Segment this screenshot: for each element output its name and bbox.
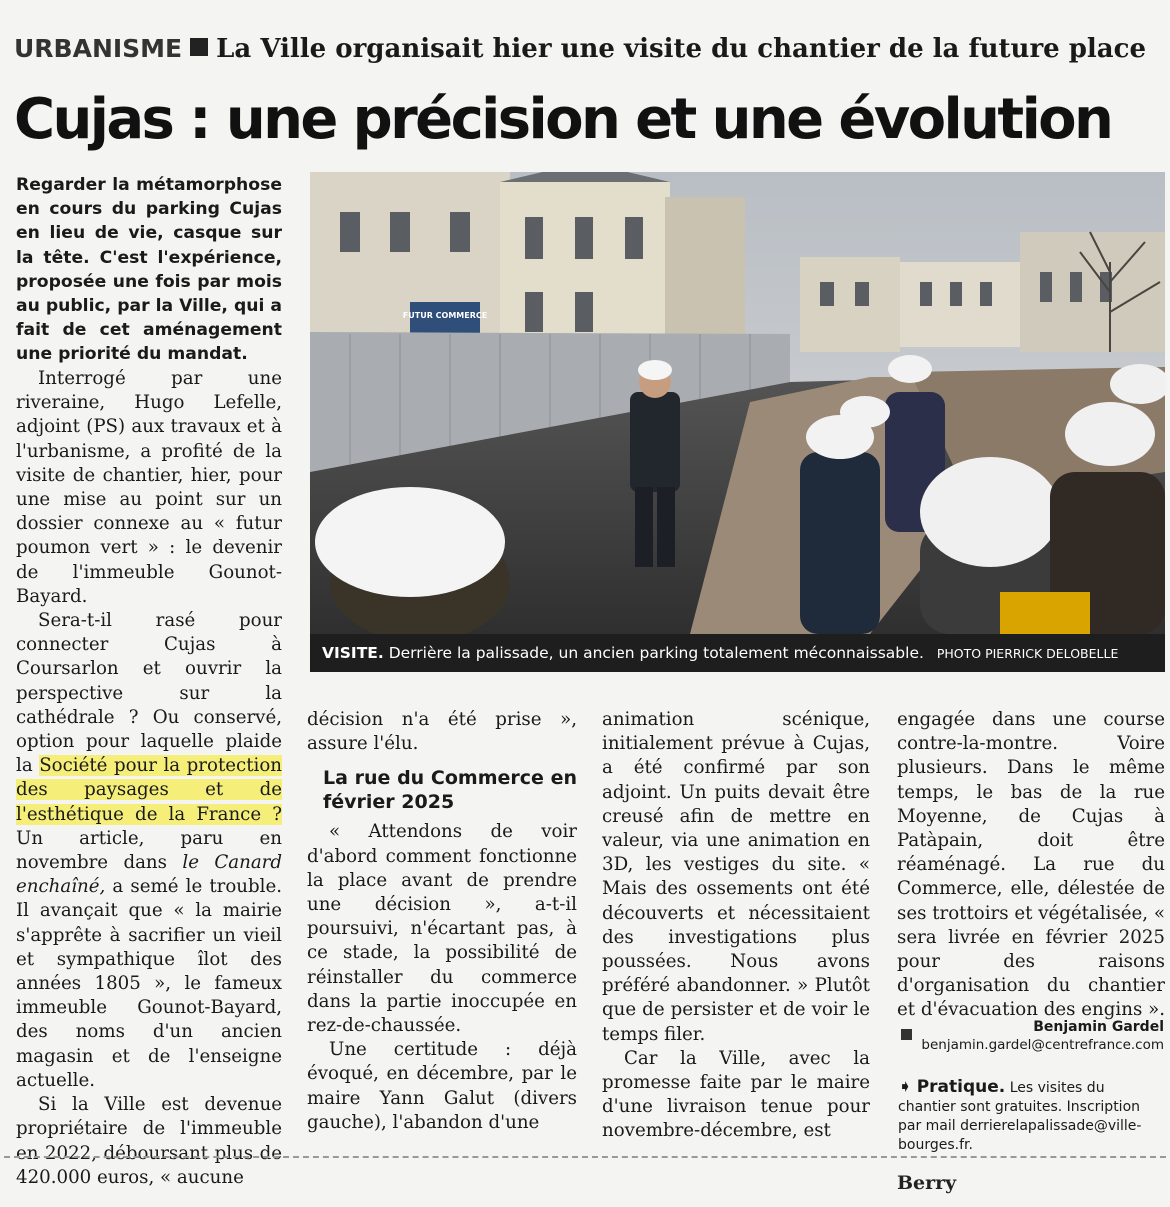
author-name: Benjamin Gardel [1033,1019,1164,1035]
lead-paragraph: Regarder la métamorphose en cours du parking Cujas en lieu de vie, casque sur la tête. C'est l'expérience, proposée une fois par mois au public, par la Ville, qui a fait de cet aménagement une priorité du mandat. [16,175,282,365]
article-column-1 [16,367,282,1190]
article-column-4 [897,708,1165,1047]
practical-label: Pratique. [916,1077,1006,1097]
paragraph: « Attendons de voir d'abord comment fonctionne la place avant de prendre une décision », a-t-il poursuivi, n'écartant pas, à ce stade, la possibilité de réinstaller du commerce dans la partie inoccupée en rez-de-chaussée. [307,821,577,1037]
shop-sign: FUTUR COMMERCE [402,311,488,320]
paragraph: Sera-t-il rasé pour connecter Cujas à Coursarlon et ouvrir la perspective sur la cathédrale ? Ou conservé, option pour laquelle plaide la Société pour la protection des paysages et de l'esthétique de la France ? Un article, paru en novembre dans le Canard enchaîné, a semé le trouble. Il avançait que « la mairie s'apprête à sacrifier un vieil et sympathique îlot des années 1805 », le fameux immeuble Gounot-Bayard, des noms d'un ancien magasin et de l'enseigne actuelle. [16,610,282,1091]
caption-text: Derrière la palissade, un ancien parking totalement méconnaissable. [388,644,924,662]
divider [4,1156,1166,1158]
arrow-right-icon: ➧ [898,1077,913,1097]
practical-info [898,1078,1166,1155]
subheading: La rue du Commerce en février 2025 [323,767,577,814]
byline [898,1018,1164,1054]
headline: Cujas : une précision et une évolution [14,87,1112,152]
kicker-subtitle: La Ville organisait hier une visite du chantier de la future place [216,34,1147,64]
paragraph-continuation: engagée dans une course contre-la-montre. Voire plusieurs. Dans le même temps, le bas de la rue Moyenne, de Cujas à Patàpain, doit être réaménagé. La rue du Commerce, elle, délestée de ses trottoirs et végétalisée, « sera livrée en février 2025 pour des raisons d'organisation du chantier et d'évacuation des engins ». [897,708,1165,1047]
paragraph: Interrogé par une riveraine, Hugo Lefelle, adjoint (PS) aux travaux et à l'urbanisme, a profité de la visite de chantier, hier, pour une mise au point sur un dossier connexe au « futur poumon vert » : le devenir de l'immeuble Gounot-Bayard. [16,368,282,607]
paragraph-continuation: décision n'a été prise », assure l'élu. [307,709,577,755]
caption-label: VISITE. [322,644,384,662]
edition-footer: Berry [897,1172,957,1194]
photo-caption [310,634,1165,672]
article-column-2 [307,708,577,1135]
section-tag: URBANISME [14,34,183,63]
highlighted-text: Société pour la protection des paysages et de l'esthétique de la France ? [16,755,282,825]
paragraph: Une certitude : déjà évoqué, en décembre, par le maire Yann Galut (divers gauche), l'abandon d'une [307,1039,577,1133]
author-email[interactable]: benjamin.gardel@centrefrance.com [921,1037,1164,1053]
practical-text: Les visites du chantier sont gratuites. Inscription par mail derrierelapalissade@ville-bourges.fr. [898,1080,1142,1153]
kicker [14,34,1164,68]
photo-credit: PHOTO PIERRICK DELOBELLE [936,646,1119,661]
paragraph: Car la Ville, avec la promesse faite par le maire d'une livraison tenue pour novembre-décembre, est [602,1047,870,1142]
paragraph: Si la Ville est devenue propriétaire de l'immeuble en 2022, déboursant plus de 420.000 euros, « aucune [16,1094,282,1188]
article-column-3 [602,708,870,1144]
article-photo [310,172,1165,634]
square-bullet-icon [190,38,208,56]
paragraph-continuation: animation scénique, initialement prévue à Cujas, a été confirmé par son adjoint. Un puits devait être creusé afin de mettre en valeur, via une animation en 3D, les vestiges du site. « Mais des ossements ont été découverts et nécessitaient des investigations plus poussées. Nous avons préféré abandonner. » Plutôt que de persister et de voir le temps filer. [602,709,870,1045]
